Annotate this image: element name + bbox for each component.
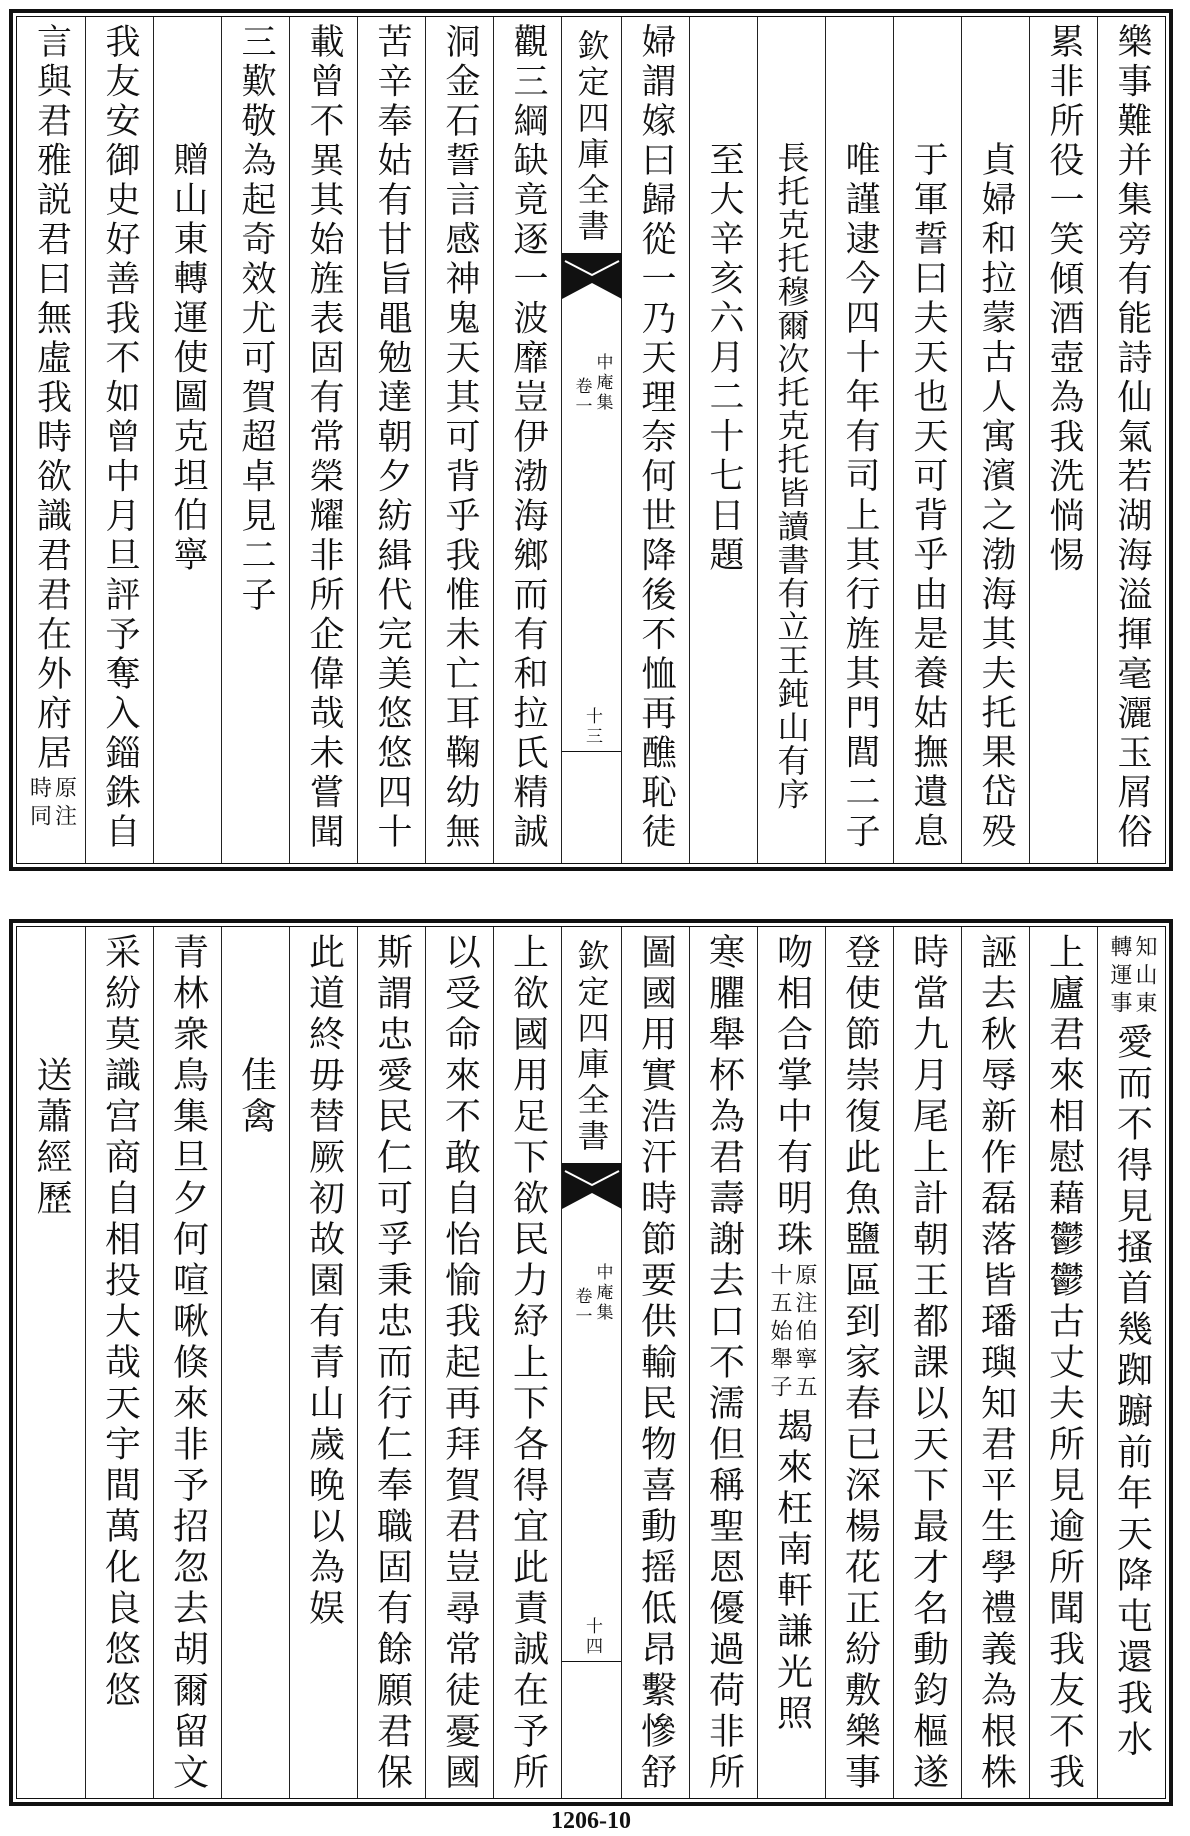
column-text: 唯謹逮今四十年有司上其行旌其門閭二子 [840, 141, 880, 852]
leaf-number-text: 十四 [582, 1617, 602, 1657]
text-column [689, 927, 757, 1798]
banner-title-text: 欽定四庫全書 [572, 939, 611, 1155]
preface-column [757, 17, 825, 863]
column-text: 言與君雅説君曰無虛我時欲識君君在外府居 [31, 23, 72, 774]
text-column [621, 927, 689, 1798]
preface-column [825, 17, 893, 863]
note-line: 十五始舉子 [767, 1263, 792, 1403]
banner-book-title: 中庵集 [592, 353, 613, 413]
center-banner [561, 927, 621, 1798]
banner-volume: 卷一 [571, 1287, 592, 1327]
inline-note [28, 776, 75, 832]
column-text: 樂事難并集旁有能詩仙氣若湖海溢揮毫灑玉屑俗 [1112, 23, 1152, 853]
fishtail-mark [562, 253, 622, 303]
column-text: 觀三綱缺竟逐一波靡豈伊渤海鄉而有和拉氏精誠 [508, 23, 548, 853]
column-text: 婦謂嫁曰歸從一乃天理奈何世降後不恤再醮恥徒 [636, 23, 676, 853]
preface-column [893, 17, 961, 863]
column-text: 采紛莫識宫商自相投大哉天宇間萬化良悠悠 [99, 933, 141, 1712]
banner-book-info [562, 1263, 621, 1327]
preface-column [961, 17, 1029, 863]
column-text: 長托克托穆爾次托克托皆讀書有立王鈍山有序 [772, 141, 811, 811]
center-banner [561, 17, 621, 863]
column-text: 于軍誓曰夫天也天可背乎由是養姑撫遺息 [908, 141, 948, 852]
text-column [425, 927, 493, 1798]
column-text: 貞婦和拉蒙古人寓濱之渤海其夫托果岱殁 [976, 141, 1016, 852]
column-text: 誣去秋辱新作磊落皆璠璵知君平生學禮義為根株 [975, 933, 1017, 1794]
leaf-rule [562, 751, 621, 752]
column-text: 斯謂忠愛民仁可孚秉忠而行仁奉職固有餘願君保 [371, 933, 413, 1794]
text-column [425, 17, 493, 863]
leaf-number [562, 1617, 621, 1657]
text-column [357, 17, 425, 863]
text-column [1029, 17, 1097, 863]
text-column [757, 927, 825, 1798]
banner-title [562, 939, 621, 1155]
text-column [893, 927, 961, 1798]
banner-title [562, 29, 621, 245]
column-text: 圖國用實浩汗時節要供輸民物喜動摇低昂繫慘舒 [635, 933, 677, 1794]
poem-title: 送蕭經歷 [31, 1056, 72, 1220]
banner-title-text: 欽定四庫全書 [572, 29, 611, 245]
banner-volume: 卷一 [571, 377, 592, 417]
note-line: 轉運事 [1107, 935, 1132, 1019]
text-column [961, 927, 1029, 1798]
column-text: 上欲國用足下欲民力紓上下各得宜此責誠在予所 [507, 933, 549, 1794]
text-column [85, 17, 153, 863]
column-text: 青林衆鳥集旦夕何喧啾倏來非予招忽去胡爾留文 [167, 933, 209, 1794]
inline-note [768, 1263, 815, 1403]
text-column [493, 17, 561, 863]
column-text: 累非所役一笑傾酒壺為我洗惝惕 [1044, 23, 1084, 576]
text-column [289, 927, 357, 1798]
fishtail-mark [562, 1163, 622, 1213]
scanned-page-top [9, 9, 1173, 871]
text-column [17, 17, 85, 863]
column-text: 愛而不得見搔首幾踟躕前年天降屯還我水 [1111, 1023, 1153, 1761]
banner-book-info [562, 353, 621, 417]
text-column [825, 927, 893, 1798]
column-text: 朅來枉南軒謙光照 [771, 1407, 813, 1735]
column-text: 載曾不異其始旌表固有常榮耀非所企偉哉未嘗聞 [304, 23, 344, 853]
footer-page-number: 1206-10 [551, 1808, 631, 1834]
banner-book-title: 中庵集 [592, 1263, 613, 1323]
column-text: 寒臞舉杯為君壽謝去口不濡但稱聖恩優過荷非所 [703, 933, 745, 1794]
text-column [1029, 927, 1097, 1798]
note-line: 知山東 [1132, 935, 1157, 1019]
column-text: 此道終毋替厥初故園有青山歲晚以為娱 [303, 933, 345, 1630]
column-text: 我友安御史好善我不如曾中月旦評予奪入錙銖自 [100, 23, 140, 853]
column-text: 以受命來不敢自怡愉我起再拜賀君豈尋常徒憂國 [439, 933, 481, 1794]
preface-date-column [689, 17, 757, 863]
column-text: 洞金石誓言感神鬼天其可背乎我惟未亡耳鞠幼無 [440, 23, 480, 853]
note-line: 原注伯寧五 [792, 1263, 817, 1403]
column-text: 苦辛奉姑有甘旨黽勉達朝夕紡緝代完美悠悠四十 [372, 23, 412, 853]
text-column [221, 17, 289, 863]
text-column [1097, 927, 1165, 1798]
column-text: 吻相合掌中有明珠 [771, 933, 813, 1261]
text-column [493, 927, 561, 1798]
column-text: 至大辛亥六月二十七日題 [704, 141, 744, 576]
inline-note [1108, 935, 1155, 1019]
note-line: 原注 [51, 775, 77, 832]
poem-title-column [221, 927, 289, 1798]
column-text: 登使節崇復此魚鹽區到家春已深楊花正紛敷樂事 [839, 933, 881, 1794]
scanned-page-bottom [9, 919, 1173, 1806]
poem-title: 贈山東轉運使圖克坦伯寧 [168, 141, 208, 576]
column-text: 時當九月尾上計朝王都課以天下最才名動鈞樞遂 [907, 933, 949, 1794]
column-text: 上廬君來相慰藉鬱鬱古丈夫所見逾所聞我友不我 [1043, 933, 1085, 1794]
text-column [289, 17, 357, 863]
text-column [621, 17, 689, 863]
text-column [1097, 17, 1165, 863]
text-column [153, 927, 221, 1798]
leaf-number [562, 707, 621, 747]
leaf-number-text: 十三 [582, 707, 602, 747]
page-frame [16, 926, 1166, 1799]
page-frame [16, 16, 1166, 864]
poem-title-column [17, 927, 85, 1798]
text-column [85, 927, 153, 1798]
leaf-rule [562, 1661, 621, 1662]
column-text: 三歎敬為起奇效尤可賀超卓見二子 [236, 23, 276, 616]
text-column [357, 927, 425, 1798]
poem-title: 佳禽 [235, 1056, 277, 1138]
note-line: 時同 [26, 775, 52, 832]
poem-title-column [153, 17, 221, 863]
